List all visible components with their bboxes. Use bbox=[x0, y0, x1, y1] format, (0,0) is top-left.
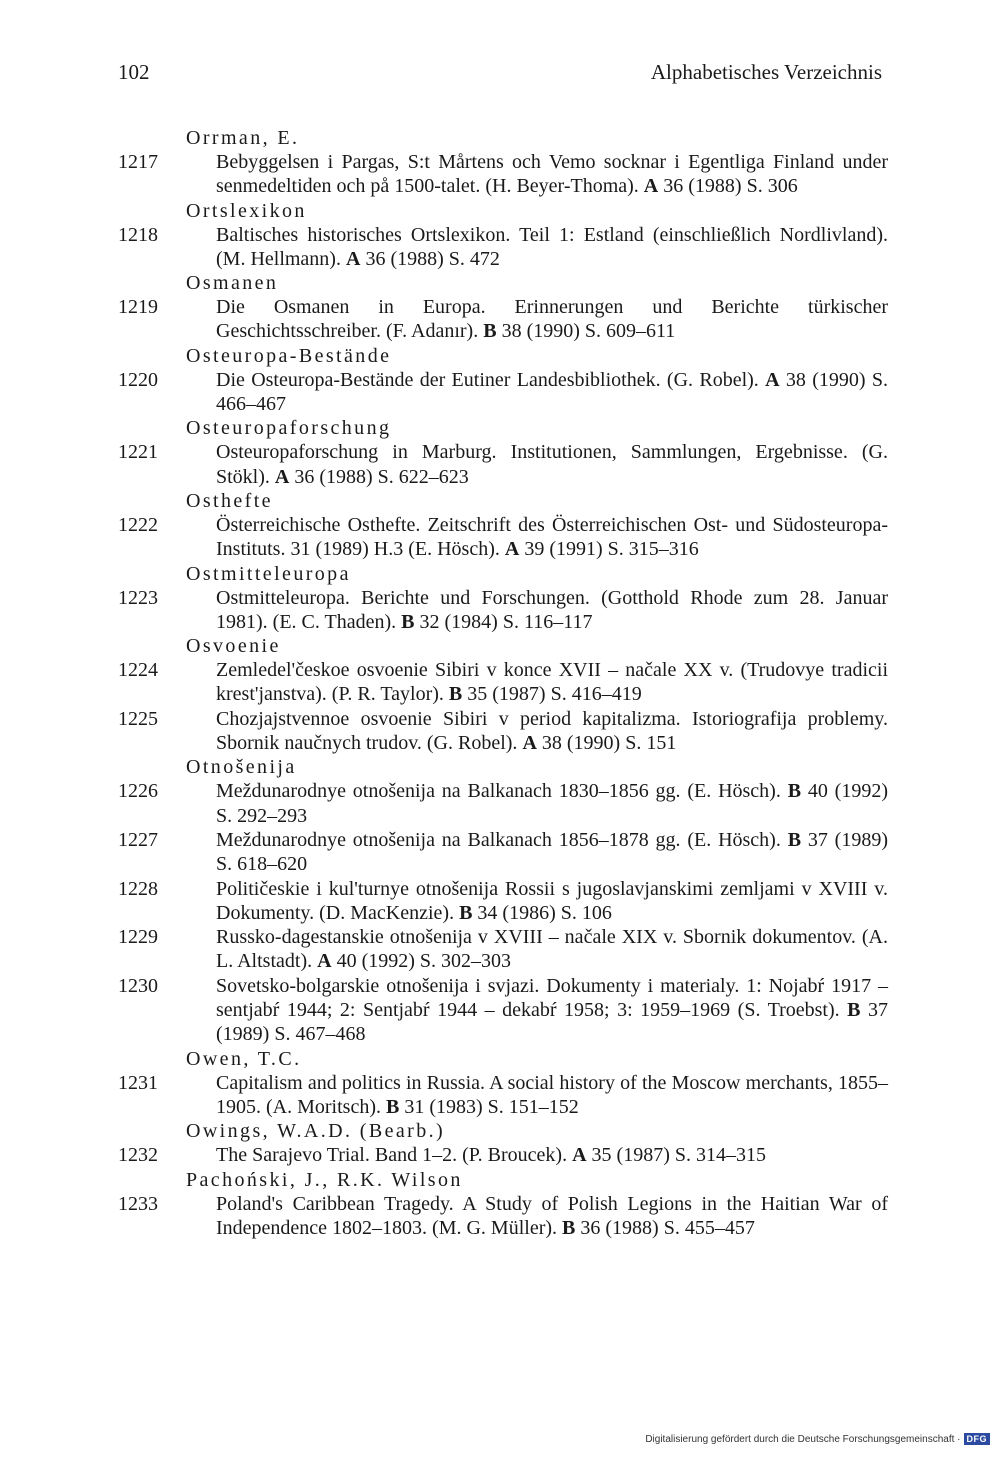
entry-text bbox=[216, 780, 888, 826]
entry-number: 1218 bbox=[118, 223, 158, 246]
entry-series: B bbox=[483, 320, 497, 343]
group-heading: Owings, W.A.D. (Bearb.) bbox=[186, 1120, 446, 1143]
entry-reference: 34 (1986) S. 106 bbox=[477, 901, 612, 924]
entry-text bbox=[216, 975, 888, 1046]
group-heading: Owen, T.C. bbox=[186, 1047, 302, 1070]
entry-text bbox=[216, 224, 888, 270]
index-entry bbox=[118, 1143, 888, 1167]
entry-number: 1228 bbox=[118, 877, 158, 900]
entry-text bbox=[216, 659, 888, 705]
group-heading: Osmanen bbox=[186, 272, 279, 295]
entry-number: 1221 bbox=[118, 441, 158, 464]
entry-series: A bbox=[274, 465, 290, 488]
index-entry bbox=[118, 440, 888, 489]
entry-text bbox=[216, 708, 888, 754]
group-heading: Ortslexikon bbox=[186, 199, 307, 222]
entry-reference: 35 (1987) S. 314–315 bbox=[591, 1144, 766, 1167]
entry-reference: 35 (1987) S. 416–419 bbox=[467, 683, 642, 706]
entry-citation: Österreichische Osthefte. Zeitschrift des Österreichischen Ost- und Südosteuropa- Instituts. 31 (1989) H.3 (E. Hösch). bbox=[216, 513, 888, 561]
index-entry bbox=[118, 877, 888, 926]
entry-number: 1223 bbox=[118, 586, 158, 609]
group-heading: Osvoenie bbox=[186, 635, 281, 658]
entry-reference: 31 (1983) S. 151–152 bbox=[404, 1095, 579, 1118]
index-group bbox=[118, 562, 888, 635]
entry-series: B bbox=[448, 683, 463, 706]
group-heading: Otnošenija bbox=[186, 756, 297, 779]
entry-text bbox=[216, 441, 888, 487]
entry-text bbox=[216, 926, 888, 972]
entry-series: A bbox=[317, 950, 332, 973]
index-group bbox=[118, 199, 888, 272]
entry-text bbox=[216, 1144, 766, 1166]
entry-series: B bbox=[787, 780, 802, 803]
index-group bbox=[118, 1047, 888, 1120]
entry-number: 1220 bbox=[118, 368, 158, 391]
index-entry bbox=[118, 925, 888, 974]
entry-citation: Ostmitteleuropa. Berichte und Forschungen. (Gotthold Rhode zum 28. Januar 1981). (E. C. Thaden). bbox=[216, 586, 888, 633]
index-group bbox=[118, 755, 888, 1046]
entry-citation: Osteuropaforschung in Marburg. Institutionen, Sammlungen, Ergebnisse. (G. Stökl). bbox=[216, 441, 888, 488]
entry-reference: 38 (1990) S. 151 bbox=[541, 732, 677, 755]
entry-number: 1230 bbox=[118, 974, 158, 997]
entry-number: 1219 bbox=[118, 296, 158, 319]
entry-citation: The Sarajevo Trial. Band 1–2. (P. Broucek). bbox=[216, 1144, 568, 1167]
index-group bbox=[118, 1119, 888, 1167]
running-title: Alphabetisches Verzeichnis bbox=[650, 60, 882, 84]
entry-citation: Političeskie i kul'turnye otnošenija Rossii s jugoslavjanskimi zemljami v XVIII v. Dokumenty. (D. MacKenzie). bbox=[216, 877, 888, 924]
index-group bbox=[118, 344, 888, 417]
entry-number: 1222 bbox=[118, 513, 158, 536]
page-number: 102 bbox=[118, 60, 150, 84]
entry-citation: Meždunarodnye otnošenija na Balkanach 1830–1856 gg. (E. Hösch). bbox=[216, 780, 781, 803]
entry-series: B bbox=[459, 901, 473, 924]
entry-reference: 38 (1990) S. 466–467 bbox=[216, 368, 888, 416]
entry-series: A bbox=[572, 1144, 587, 1167]
index-group bbox=[118, 271, 888, 344]
entry-series: A bbox=[765, 368, 780, 391]
entry-citation: Sovetsko-bolgarskie otnošenija i svjazi. Dokumenty i materialy. 1: Nojabŕ 1917 – sentjabŕ 1944; 2: Sentjabŕ 1944 – dekabŕ 1958; 3: 1959–1969 (S. Troebst). bbox=[216, 974, 888, 1022]
entry-reference: 40 (1992) S. 302–303 bbox=[336, 950, 512, 973]
index-entry bbox=[118, 295, 888, 344]
index-entry bbox=[118, 1192, 888, 1241]
entry-number: 1231 bbox=[118, 1071, 158, 1094]
index-entry bbox=[118, 974, 888, 1047]
index-entry bbox=[118, 707, 888, 756]
entry-reference: 39 (1991) S. 315–316 bbox=[524, 538, 699, 561]
entry-citation: Bebyggelsen i Pargas, S:t Mårtens och Vemo socknar i Egentliga Finland under senmedeltiden och på 1500-talet. (H. Beyer-Thoma). bbox=[216, 151, 888, 198]
index-entry bbox=[118, 658, 888, 707]
entry-reference: 32 (1984) S. 116–117 bbox=[419, 610, 593, 633]
entry-number: 1217 bbox=[118, 151, 158, 173]
group-heading: Ostmitteleuropa bbox=[186, 562, 351, 585]
index-entry bbox=[118, 1071, 888, 1120]
entry-reference: 38 (1990) S. 609–611 bbox=[501, 320, 676, 343]
entry-series: B bbox=[787, 828, 802, 851]
entry-citation: Die Osteuropa-Bestände der Eutiner Landesbibliothek. (G. Robel). bbox=[216, 368, 759, 391]
entry-text bbox=[216, 1072, 888, 1118]
entry-citation: Die Osmanen in Europa. Erinnerungen und Berichte türkischer Geschichtsschreiber. (F. Adanır). bbox=[216, 296, 888, 343]
entry-citation: Meždunarodnye otnošenija na Balkanach 1856–1878 gg. (E. Hösch). bbox=[216, 828, 781, 851]
index-entry bbox=[118, 513, 888, 562]
entry-number: 1233 bbox=[118, 1192, 158, 1215]
entry-reference: 40 (1992) S. 292–293 bbox=[216, 780, 889, 827]
group-heading: Orrman, E. bbox=[186, 127, 300, 149]
entry-reference: 36 (1988) S. 306 bbox=[663, 175, 798, 198]
entry-series: A bbox=[345, 247, 361, 270]
index-entry bbox=[118, 150, 888, 199]
entry-citation: Baltisches historisches Ortslexikon. Teil 1: Estland (einschließlich Nordlivland). (M. Hellmann). bbox=[216, 223, 888, 270]
index-entry bbox=[118, 368, 888, 417]
group-heading: Osteuropa-Bestände bbox=[186, 344, 392, 367]
entry-series: A bbox=[643, 175, 659, 198]
entry-series: B bbox=[847, 999, 861, 1022]
index-entry bbox=[118, 779, 888, 828]
index-entries bbox=[118, 126, 888, 1240]
entry-reference: 36 (1988) S. 472 bbox=[365, 247, 500, 270]
entry-number: 1229 bbox=[118, 926, 158, 949]
group-heading: Osthefte bbox=[186, 489, 273, 512]
entry-reference: 37 (1989) S. 618–620 bbox=[216, 828, 889, 876]
dfg-logo: DFG bbox=[964, 1433, 991, 1445]
entry-reference: 36 (1988) S. 455–457 bbox=[580, 1216, 755, 1239]
entry-text bbox=[216, 829, 888, 875]
entry-number: 1227 bbox=[118, 828, 158, 851]
index-entry bbox=[118, 586, 888, 635]
footer bbox=[645, 1433, 990, 1445]
entry-series: B bbox=[562, 1216, 576, 1239]
index-group bbox=[118, 416, 888, 489]
index-entry bbox=[118, 223, 888, 272]
entry-number: 1225 bbox=[118, 707, 158, 730]
entry-series: A bbox=[504, 538, 520, 561]
entry-reference: 37 (1989) S. 467–468 bbox=[216, 999, 889, 1046]
entry-text bbox=[216, 587, 888, 633]
entry-citation: Zemledel'českoe osvoenie Sibiri v konce XVII – načale XX v. (Trudovye tradicii krest'janstva). (P. R. Taylor). bbox=[216, 659, 888, 706]
entry-number: 1224 bbox=[118, 659, 158, 682]
entry-number: 1226 bbox=[118, 780, 158, 803]
entry-text bbox=[216, 514, 888, 560]
entry-series: A bbox=[522, 732, 537, 755]
index-group bbox=[118, 489, 888, 562]
entry-text bbox=[216, 1193, 888, 1239]
index-group bbox=[118, 126, 888, 199]
entry-citation: Poland's Caribbean Tragedy. A Study of Polish Legions in the Haitian War of Independence 1802–1803. (M. G. Müller). bbox=[216, 1192, 888, 1239]
group-heading: Pachoński, J., R.K. Wilson bbox=[186, 1168, 463, 1191]
index-group bbox=[118, 634, 888, 755]
entry-text bbox=[216, 151, 888, 197]
entry-number: 1232 bbox=[118, 1144, 158, 1167]
group-heading: Osteuropaforschung bbox=[186, 417, 392, 440]
entry-citation: Capitalism and politics in Russia. A social history of the Moscow merchants, 1855–1905. (A. Moritsch). bbox=[216, 1071, 888, 1118]
entry-series: B bbox=[385, 1095, 400, 1118]
entry-citation: Russko-dagestanskie otnošenija v XVIII – načale XIX v. Sbornik dokumentov. (A. L. Altstadt). bbox=[216, 926, 888, 973]
digitization-credit: Digitalisierung gefördert durch die Deutsche Forschungsgemeinschaft · bbox=[645, 1433, 961, 1445]
index-entry bbox=[118, 828, 888, 877]
page-header bbox=[118, 60, 882, 90]
entry-citation: Chozjajstvennoe osvoenie Sibiri v period kapitalizma. Istoriografija problemy. Sbornik naučnych trudov. (G. Robel). bbox=[216, 707, 888, 755]
entry-text bbox=[216, 878, 888, 924]
entry-text bbox=[216, 369, 888, 415]
entry-reference: 36 (1988) S. 622–623 bbox=[294, 465, 469, 488]
entry-text bbox=[216, 296, 888, 342]
entry-series: B bbox=[401, 610, 415, 633]
index-group bbox=[118, 1168, 888, 1241]
